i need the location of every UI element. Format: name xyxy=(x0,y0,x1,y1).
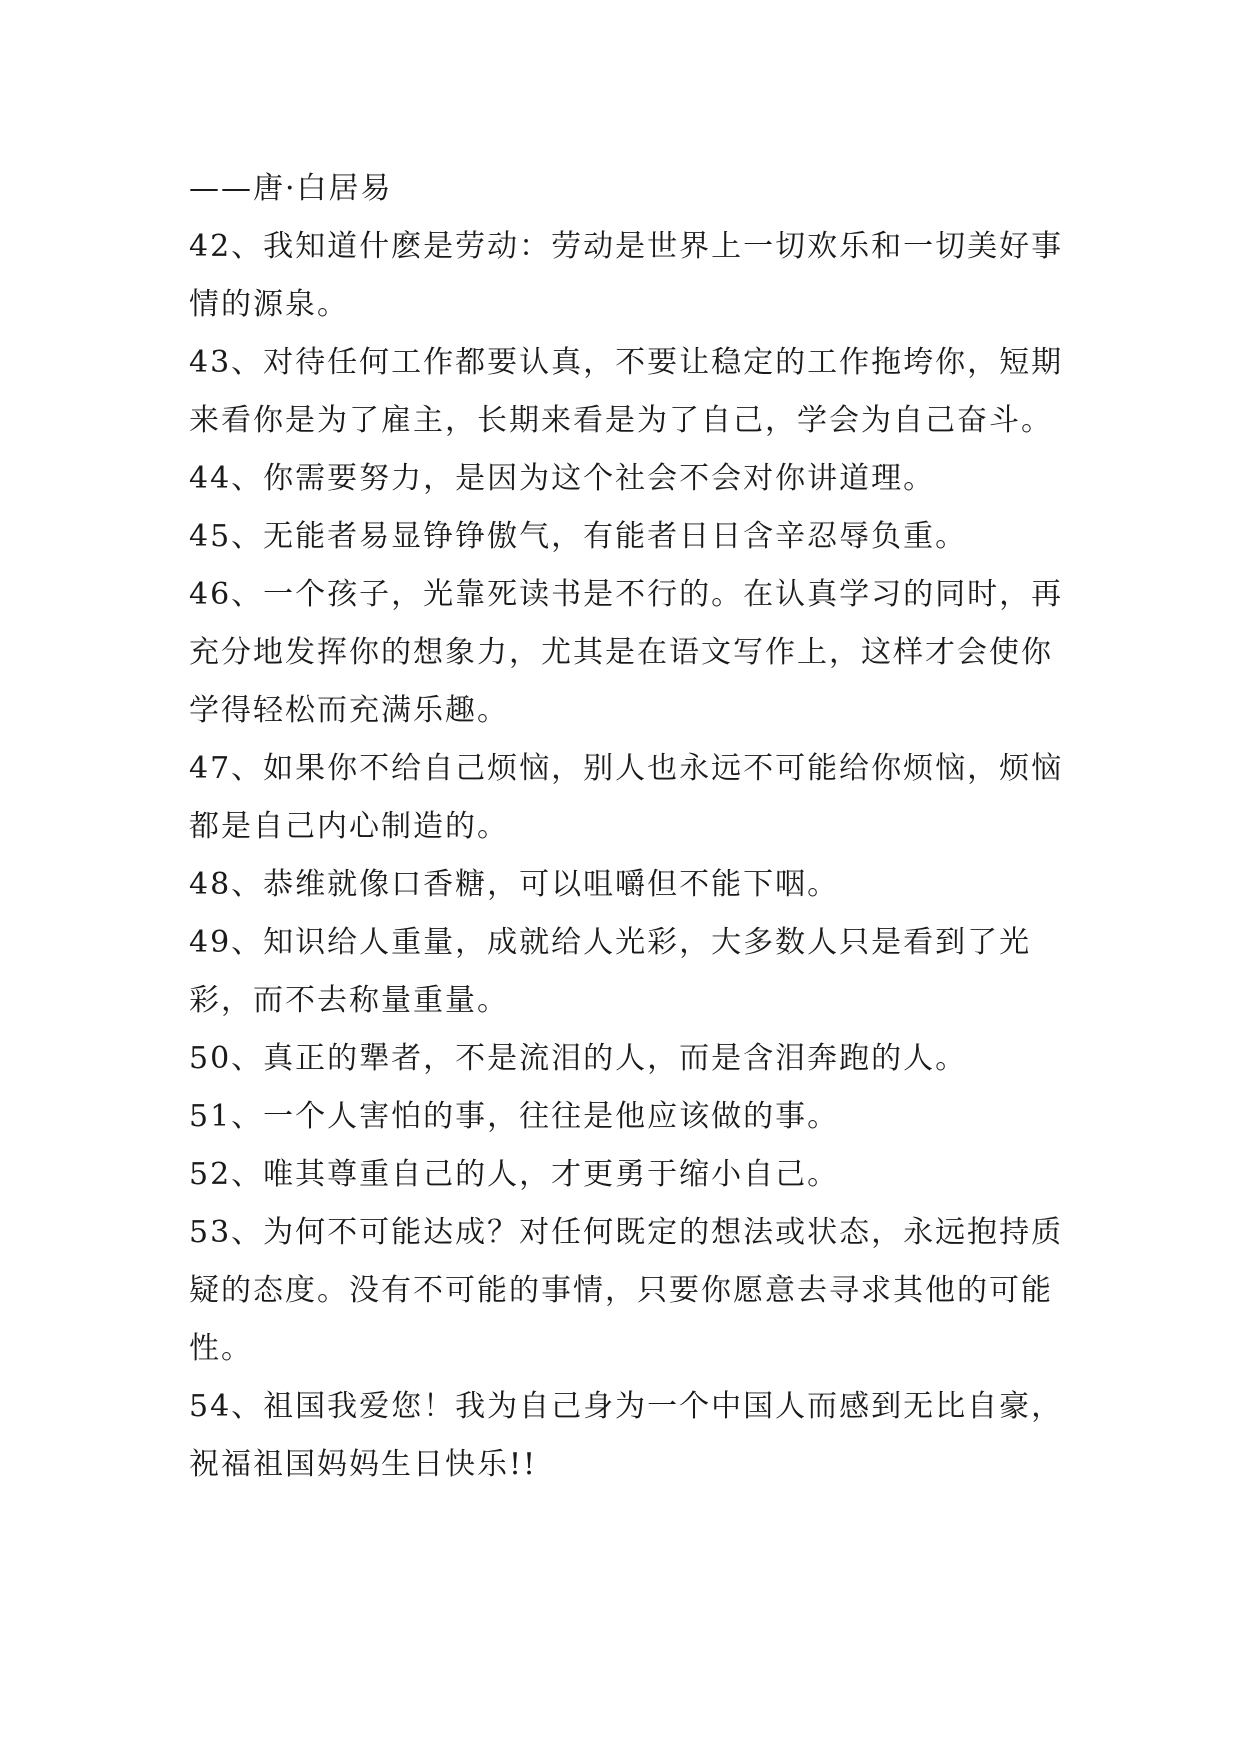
quote-item-44: 44、你需要努力，是因为这个社会不会对你讲道理。 xyxy=(189,461,936,496)
quote-item-52: 52、唯其尊重自己的人，才更勇于缩小自己。 xyxy=(189,1157,840,1192)
quote-item-48: 48、恭维就像口香糖，可以咀嚼但不能下咽。 xyxy=(189,867,840,902)
quote-item-46: 46、一个孩子，光靠死读书是不行的。在认真学习的同时，再充分地发挥你的想象力，尤其是在语文写作上，这样才会使你学得轻松而充满乐趣。 xyxy=(189,577,1064,728)
quote-item-50: 50、真正的犟者，不是流泪的人，而是含泪奔跑的人。 xyxy=(189,1041,968,1076)
attribution-line: ——唐·白居易 xyxy=(189,171,393,206)
quote-item-42: 42、我知道什麽是劳动：劳动是世界上一切欢乐和一切美好事情的源泉。 xyxy=(189,229,1064,322)
quote-item-51: 51、一个人害怕的事，往往是他应该做的事。 xyxy=(189,1099,840,1134)
quote-item-54: 54、祖国我爱您！我为自己身为一个中国人而感到无比自豪，祝福祖国妈妈生日快乐!! xyxy=(189,1389,1064,1482)
quote-item-43: 43、对待任何工作都要认真，不要让稳定的工作拖垮你，短期来看你是为了雇主，长期来看是为了自己，学会为自己奋斗。 xyxy=(189,345,1064,438)
document-body xyxy=(189,160,1069,1494)
quote-item-53: 53、为何不可能达成？对任何既定的想法或状态，永远抱持质疑的态度。没有不可能的事情，只要你愿意去寻求其他的可能性。 xyxy=(189,1215,1064,1366)
quote-item-45: 45、无能者易显铮铮傲气，有能者日日含辛忍辱负重。 xyxy=(189,519,968,554)
quote-item-47: 47、如果你不给自己烦恼，别人也永远不可能给你烦恼，烦恼都是自己内心制造的。 xyxy=(189,751,1064,844)
quote-item-49: 49、知识给人重量，成就给人光彩，大多数人只是看到了光彩，而不去称量重量。 xyxy=(189,925,1032,1018)
